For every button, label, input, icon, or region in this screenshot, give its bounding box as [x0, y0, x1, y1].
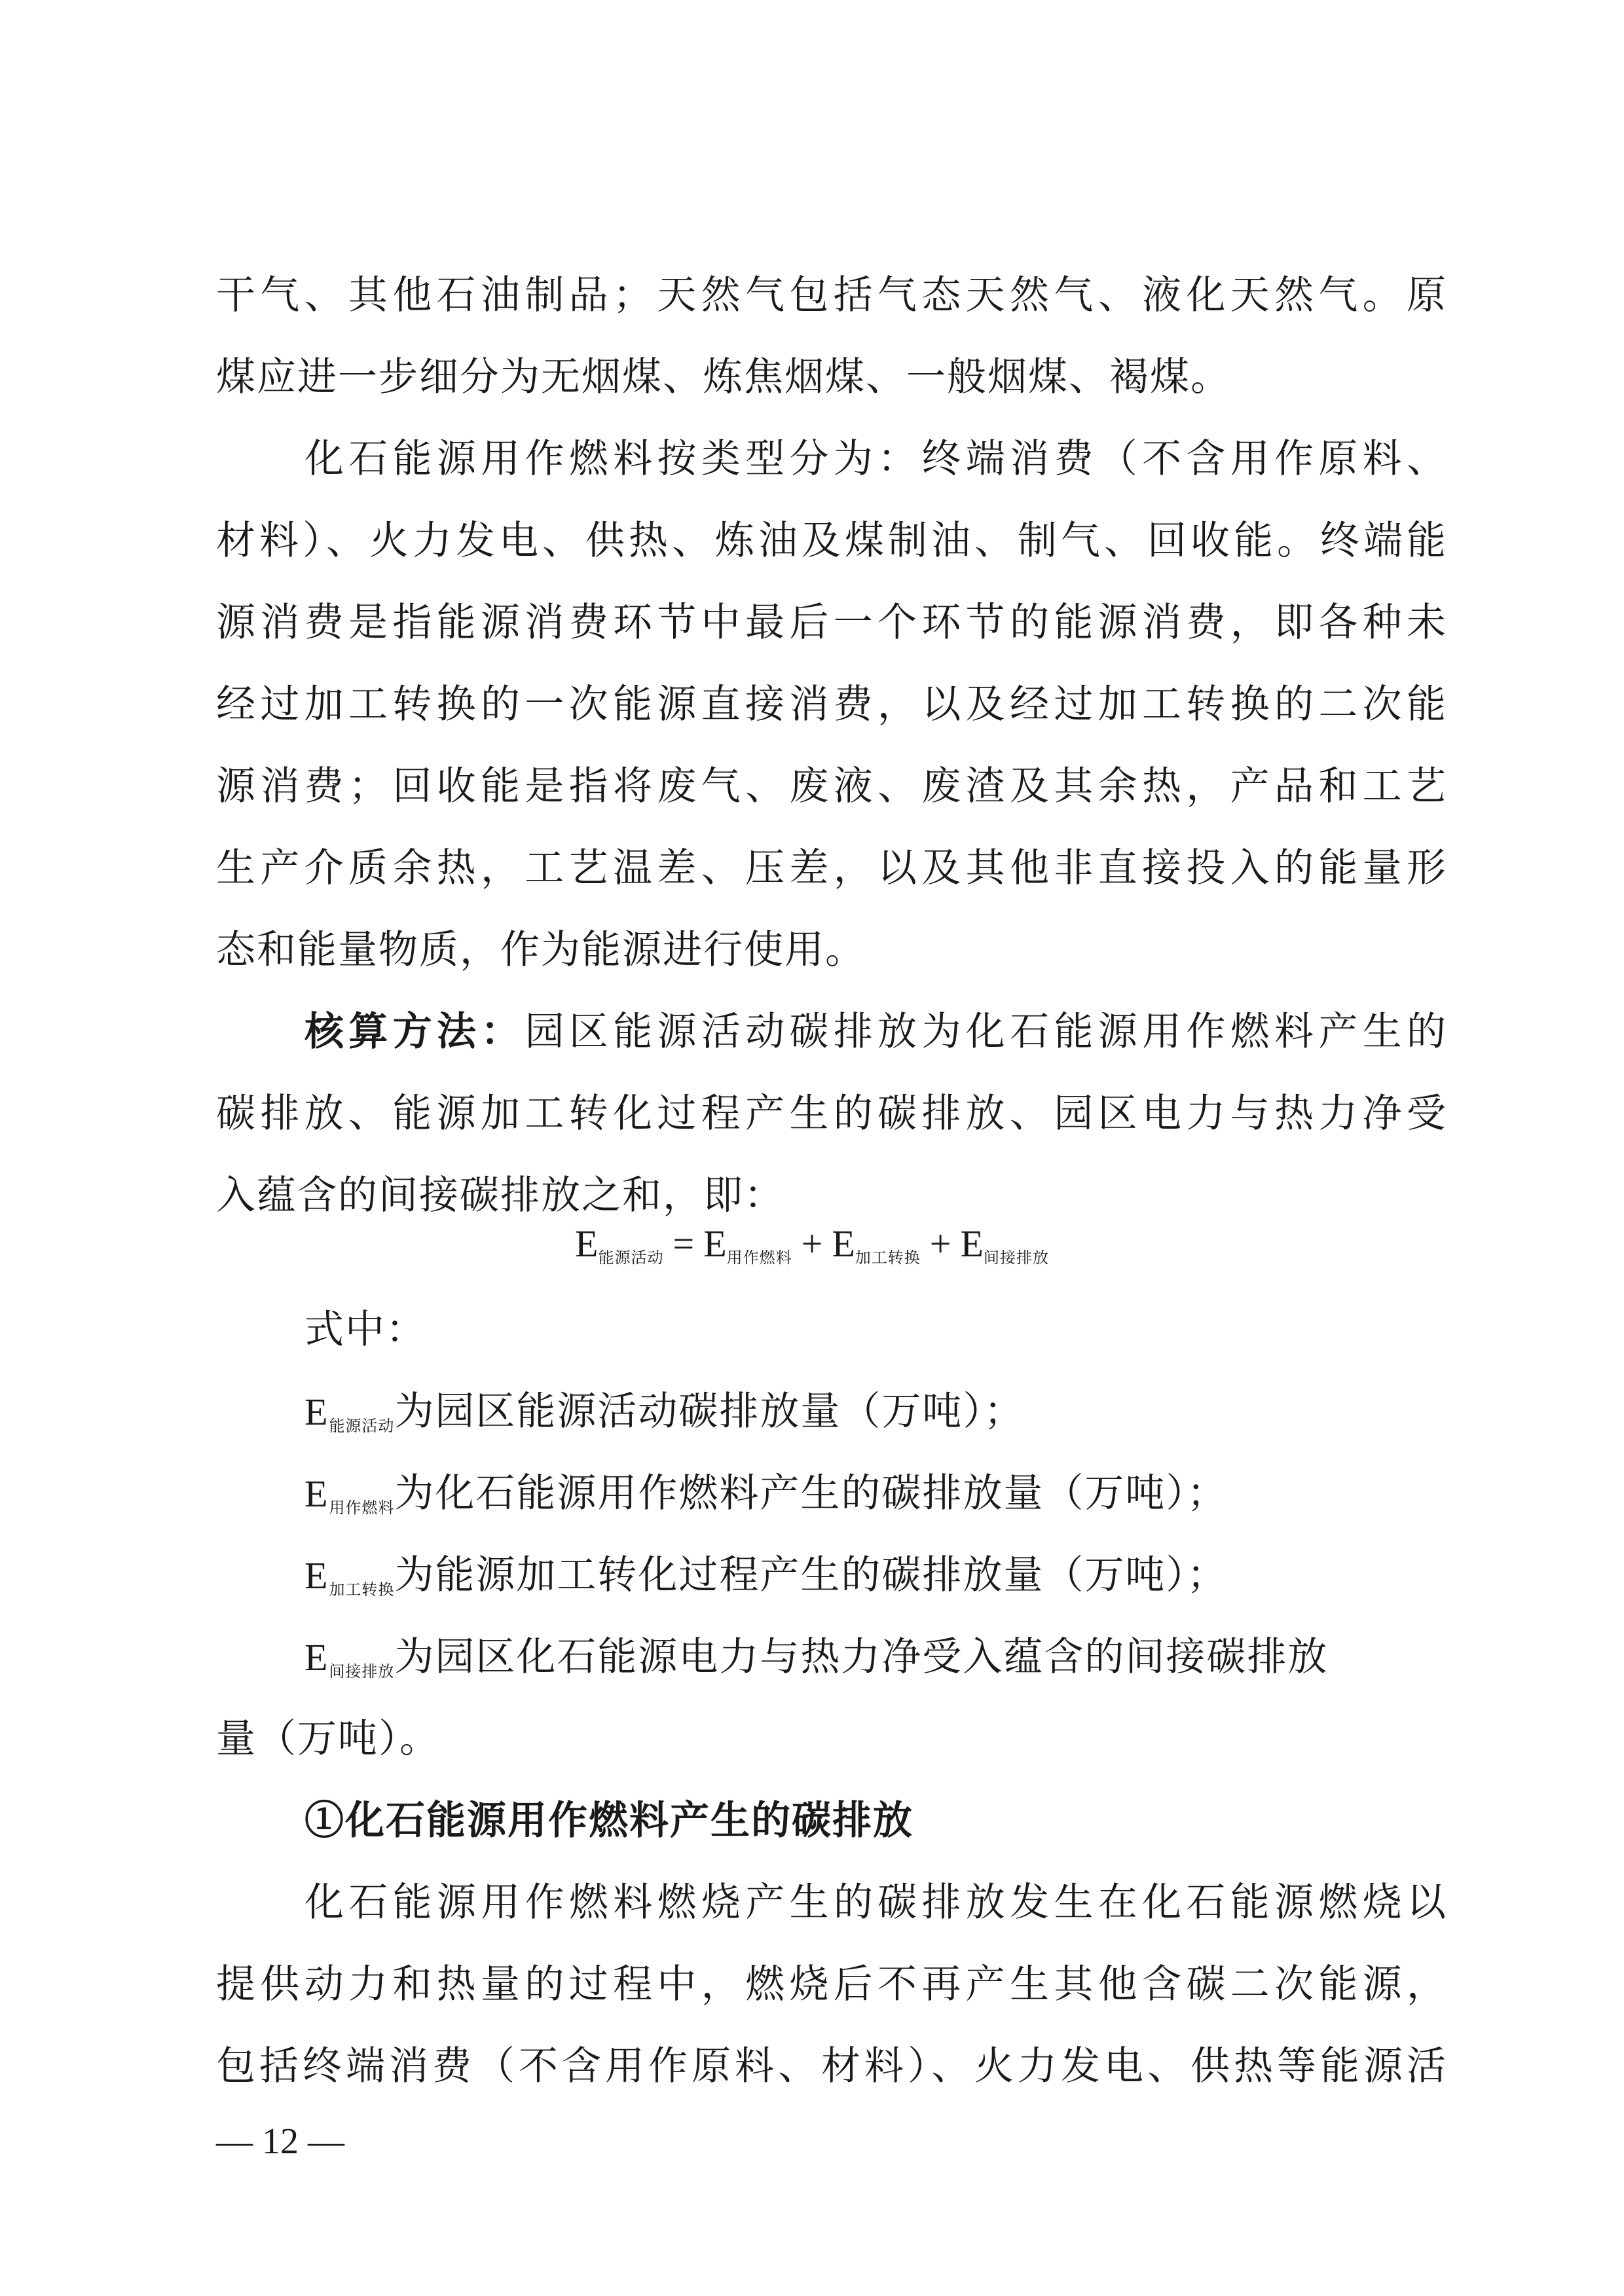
body-line-3: 化石能源用作燃料按类型分为：终端消费（不含用作原料、 [304, 436, 1447, 482]
body-line-2: 煤应进一步细分为无烟煤、炼焦烟煤、一般烟煤、褐煤。 [216, 354, 1231, 400]
page-number: — 12 — [216, 2121, 344, 2162]
formula-sub-indirect: 间接排放 [983, 1248, 1049, 1267]
method-label: 核算方法： [304, 1009, 525, 1055]
formula-sub-total: 能源活动 [598, 1248, 664, 1267]
method-line-2: 碳排放、能源加工转化过程产生的碳排放、园区电力与热力净受 [216, 1091, 1447, 1137]
method-text: 园区能源活动碳排放为化石能源用作燃料产生的 [525, 1009, 1447, 1055]
method-line-1 [304, 1008, 1447, 1055]
definition-fuel: $E_{用作燃料}$为化石能源用作燃料产生的碳排放量（万吨）； [304, 1470, 1228, 1517]
section-line-2: 提供动力和热量的过程中，燃烧后不再产生其他含碳二次能源， [216, 1961, 1447, 2007]
method-line-3: 入蕴含的间接碳排放之和，即： [216, 1173, 784, 1218]
body-line-7: 源消费；回收能是指将废气、废液、废渣及其余热，产品和工艺 [216, 763, 1447, 809]
section-heading: ①化石能源用作燃料产生的碳排放 [304, 1798, 913, 1844]
body-line-9: 态和能量物质，作为能源进行使用。 [216, 927, 866, 973]
body-line-1: 干气、其他石油制品；天然气包括气态天然气、液化天然气。原 [216, 272, 1447, 318]
section-line-3: 包括终端消费（不含用作原料、材料）、火力发电、供热等能源活 [216, 2043, 1447, 2089]
where-label: 式中： [304, 1307, 426, 1353]
section-line-1: 化石能源用作燃料燃烧产生的碳排放发生在化石能源燃烧以 [304, 1880, 1447, 1925]
body-line-6: 经过加工转换的一次能源直接消费，以及经过加工转换的二次能 [216, 682, 1447, 727]
emission-formula: $E_{能源活动} = E_{用作燃料} + E_{加工转换} + E_{间接排放}$ [575, 1222, 1049, 1267]
definition-indirect-cont: 量（万吨）。 [216, 1716, 440, 1762]
definition-total: $E_{能源活动}$为园区能源活动碳排放量（万吨）； [304, 1389, 1025, 1435]
body-line-5: 源消费是指能源消费环节中最后一个环节的能源消费，即各种未 [216, 600, 1447, 646]
definition-indirect: $E_{间接排放}$为园区化石能源电力与热力净受入蕴含的间接碳排放 [304, 1634, 1329, 1681]
body-line-8: 生产介质余热，工艺温差、压差，以及其他非直接投入的能量形 [216, 845, 1447, 891]
formula-sub-fuel: 用作燃料 [726, 1248, 792, 1267]
formula-sub-transform: 加工转换 [855, 1248, 921, 1267]
definition-transform: $E_{加工转换}$为能源加工转化过程产生的碳排放量（万吨）； [304, 1552, 1228, 1599]
body-line-4: 材料）、火力发电、供热、炼油及煤制油、制气、回收能。终端能 [216, 518, 1447, 564]
